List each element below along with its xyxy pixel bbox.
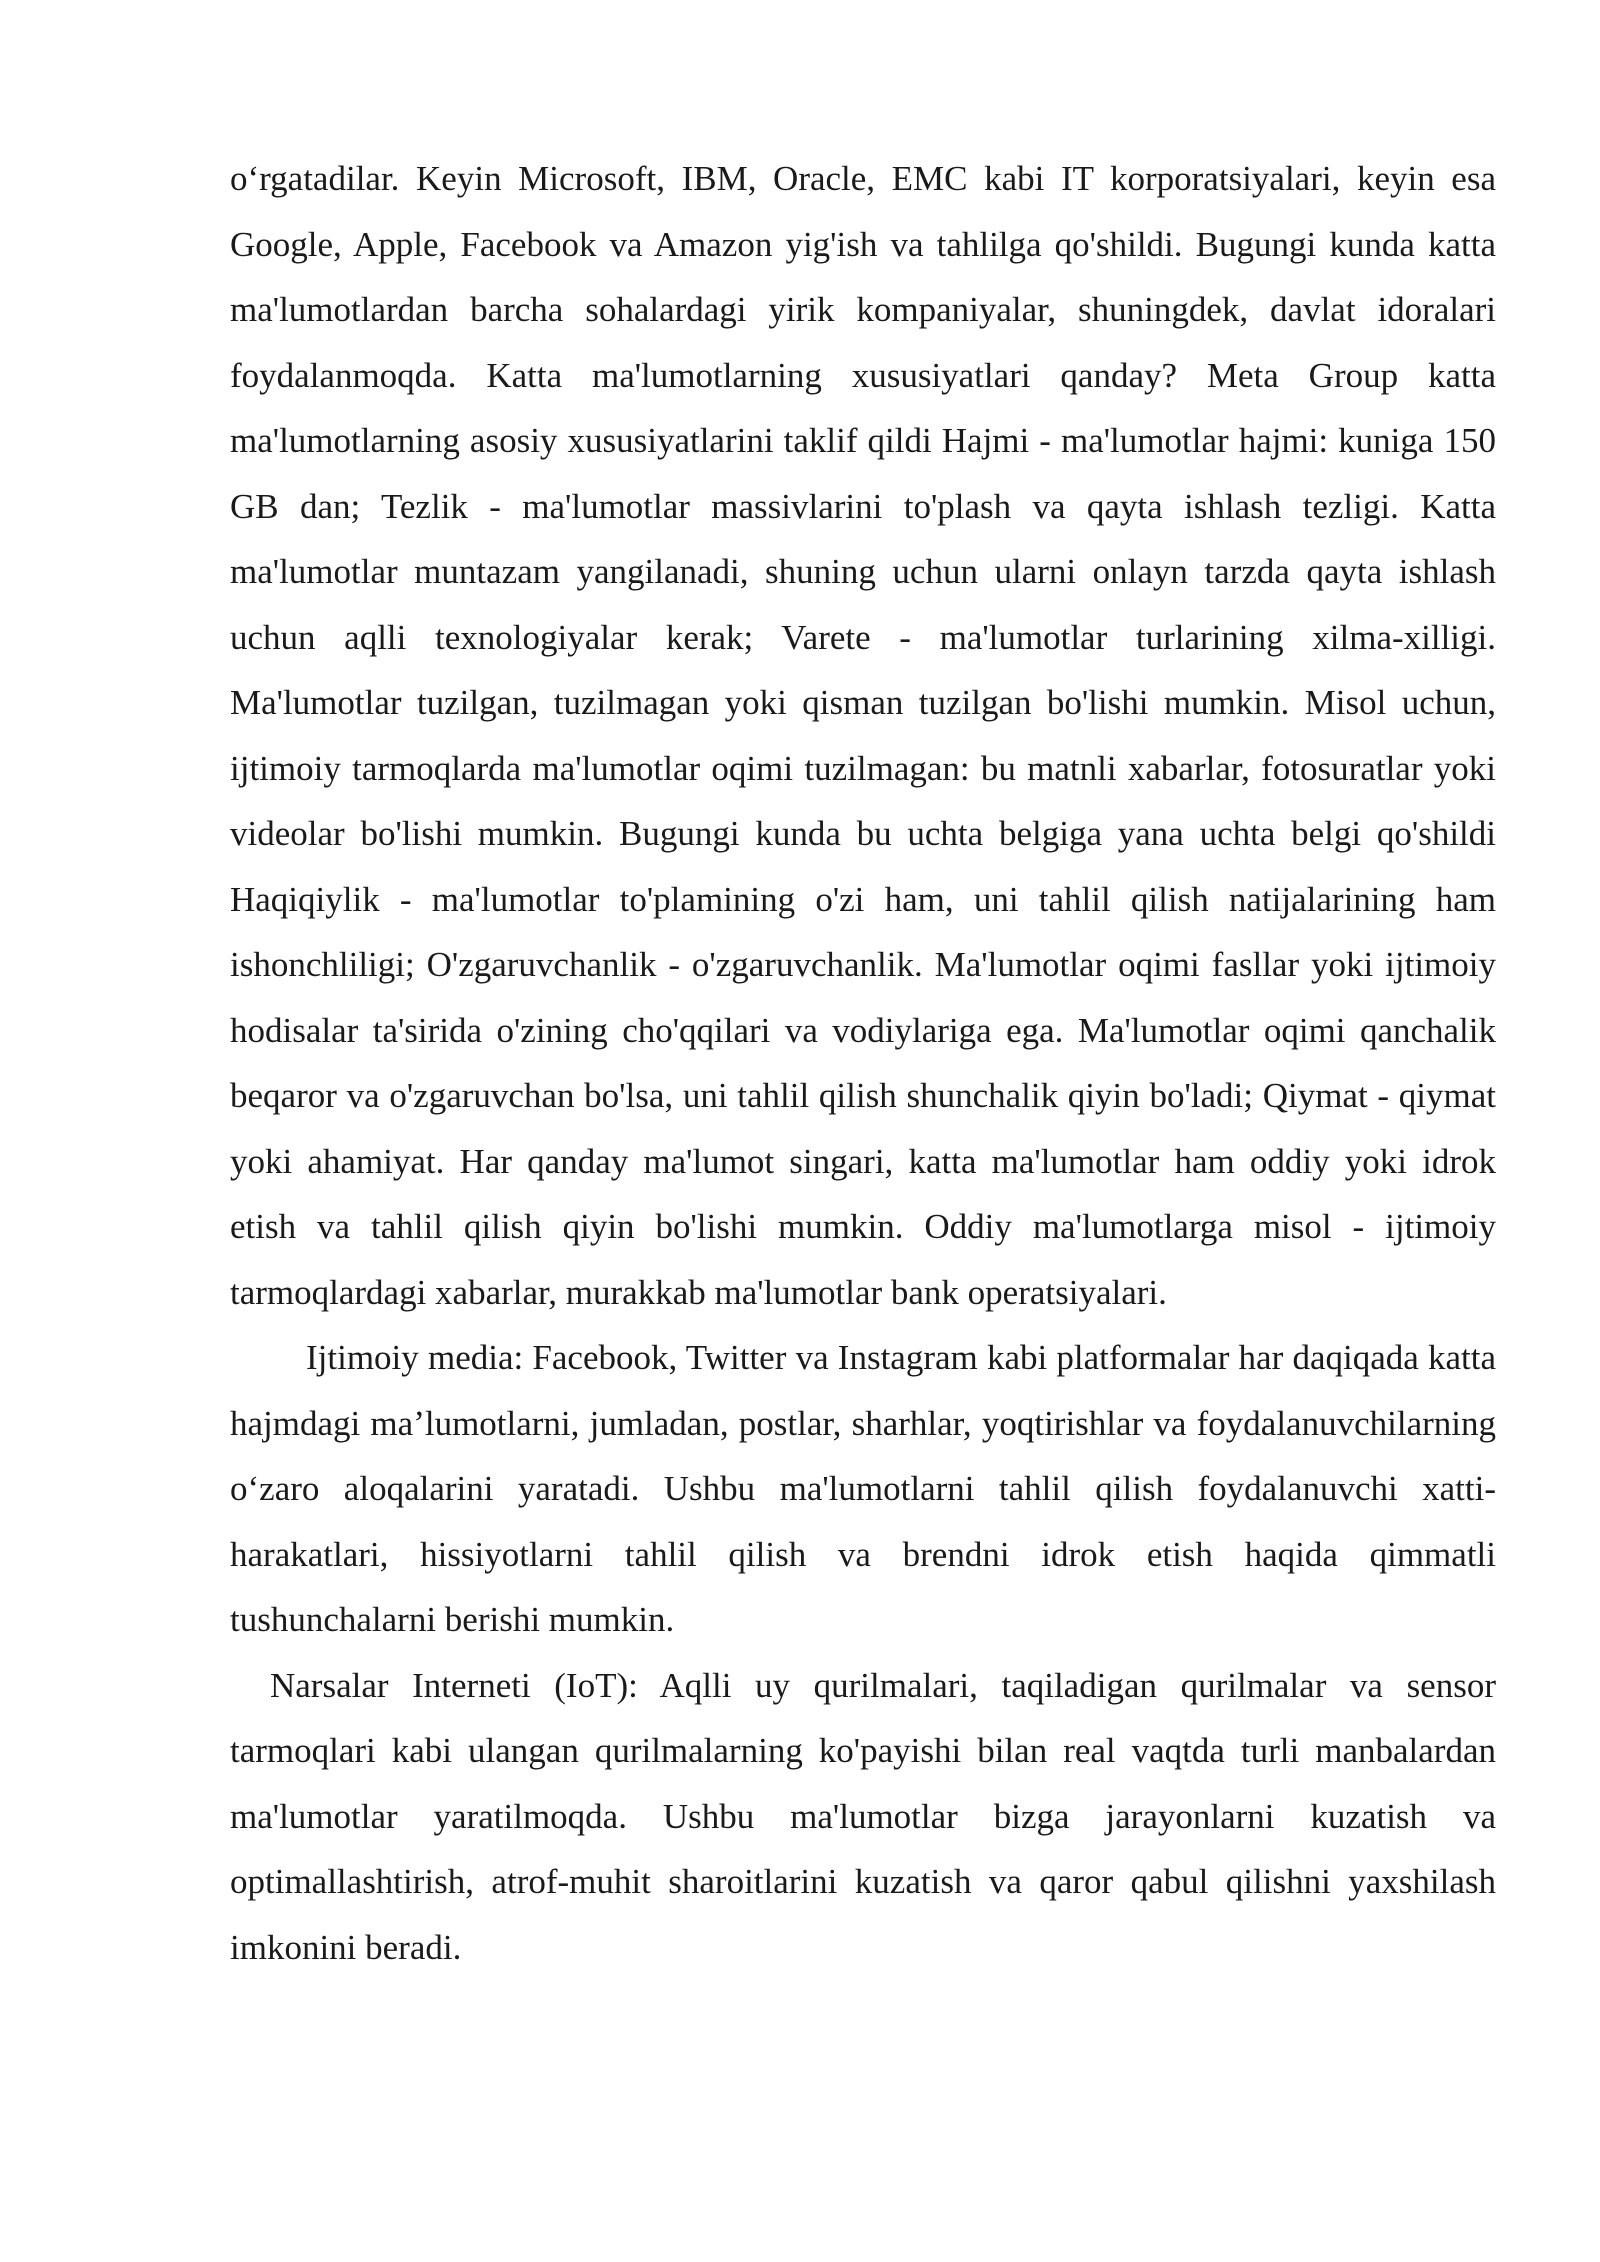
paragraph-social-media: Ijtimoiy media: Facebook, Twitter va Instagram kabi platformalar har daqiqada katta hajmdagi maʼlumotlarni, jumladan, postlar, sharhlar, yoqtirishlar va foydalanuvchilarning oʻzaro aloqalarini yaratadi. Ushbu ma'lumotlarni tahlil qilish foydalanuvchi xatti-harakatlari, hissiyotlarni tahlil qilish va brendni idrok etish haqida qimmatli tushunchalarni berishi mumkin. <box>230 1338 1496 1639</box>
paragraph-big-data-characteristics: oʻrgatadilar. Keyin Microsoft, IBM, Oracle, EMC kabi IT korporatsiyalari, keyin esa Google, Apple, Facebook va Amazon yig'ish va tahlilga qo'shildi. Bugungi kunda katta ma'lumotlardan barcha sohalardagi yirik kompaniyalar, shuningdek, davlat idoralari foydalanmoqda. Katta ma'lumotlarning xususiyatlari qanday? Meta Group katta ma'lumotlarning asosiy xususiyatlarini taklif qildi Hajmi - ma'lumotlar hajmi: kuniga 150 GB dan; Tezlik - ma'lumotlar massivlarini to'plash va qayta ishlash tezligi. Katta ma'lumotlar muntazam yangilanadi, shuning uchun ularni onlayn tarzda qayta ishlash uchun aqlli texnologiyalar kerak; Varete - ma'lumotlar turlarining xilma-xilligi. Ma'lumotlar tuzilgan, tuzilmagan yoki qisman tuzilgan bo'lishi mumkin. Misol uchun, ijtimoiy tarmoqlarda ma'lumotlar oqimi tuzilmagan: bu matnli xabarlar, fotosuratlar yoki videolar bo'lishi mumkin. Bugungi kunda bu uchta belgiga yana uchta belgi qo'shildi Haqiqiylik - ma'lumotlar to'plamining o'zi ham, uni tahlil qilish natijalarining ham ishonchliligi; O'zgaruvchanlik - o'zgaruvchanlik. Ma'lumotlar oqimi fasllar yoki ijtimoiy hodisalar ta'sirida o'zining cho'qqilari va vodiylariga ega. Ma'lumotlar oqimi qanchalik beqaror va o'zgaruvchan bo'lsa, uni tahlil qilish shunchalik qiyin bo'ladi; Qiymat - qiymat yoki ahamiyat. Har qanday ma'lumot singari, katta ma'lumotlar ham oddiy yoki idrok etish va tahlil qilish qiyin bo'lishi mumkin. Oddiy ma'lumotlarga misol - ijtimoiy tarmoqlardagi xabarlar, murakkab ma'lumotlar bank operatsiyalari. <box>230 159 1496 1312</box>
paragraph-iot: Narsalar Interneti (IoT): Aqlli uy qurilmalari, taqiladigan qurilmalar va sensor tarmoqlari kabi ulangan qurilmalarning ko'payishi bilan real vaqtda turli manbalardan ma'lumotlar yaratilmoqda. Ushbu ma'lumotlar bizga jarayonlarni kuzatish va optimallashtirish, atrof-muhit sharoitlarini kuzatish va qaror qabul qilishni yaxshilash imkonini beradi. <box>230 1665 1496 1967</box>
document-body <box>230 146 1496 1980</box>
